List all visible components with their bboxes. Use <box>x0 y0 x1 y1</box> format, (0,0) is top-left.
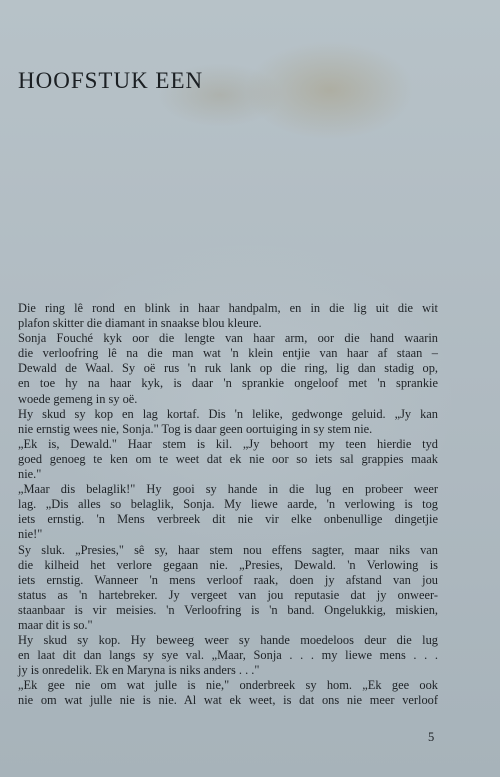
text-line: die kilheid het verlore gegaan nie. „Presies, Dewald. 'n Verlowing is <box>18 557 438 572</box>
text-line: en toe hy na haar kyk, is daar 'n sprankie ongeloof met 'n sprankie <box>18 376 438 391</box>
text-line: Sonja Fouché kyk oor die lengte van haar arm, oor die hand waarin <box>18 331 438 346</box>
text-line: nie!" <box>18 527 43 542</box>
text-line: „Maar dis belaglik!" Hy gooi sy hande in die lug en probeer weer <box>18 482 438 497</box>
chapter-title: HOOFSTUK EEN <box>18 68 204 93</box>
text-line: Hy skud sy kop. Hy beweeg weer sy hande moedeloos deur die lug <box>18 633 438 648</box>
text-line: jy is onredelik. Ek en Maryna is niks anders . . ." <box>18 663 260 678</box>
text-line: „Ek is, Dewald." Haar stem is kil. „Jy behoort my teen hierdie tyd <box>18 436 438 451</box>
text-line: die verloofring lê na die man wat 'n klein entjie van haar af staan – <box>18 346 438 361</box>
text-line: Die ring lê rond en blink in haar handpalm, en in die lig uit die wit <box>18 301 438 315</box>
text-line: iets ernstig. 'n Mens verbreek dit nie vir elke onbenullige dingetjie <box>18 512 438 527</box>
text-line: iets ernstig. Wanneer 'n mens verloof raak, doen jy afstand van jou <box>18 572 438 587</box>
text-line: nie." <box>18 467 42 482</box>
text-line: nie ernstig wees nie, Sonja." Tog is daar geen oortuiging in sy stem nie. <box>18 421 373 436</box>
text-line: Hy skud sy kop en lag kortaf. Dis 'n lelike, gedwonge geluid. „Jy kan <box>18 406 438 421</box>
text-line: en laat dit dan langs sy sye val. „Maar, Sonja . . . my liewe mens . . . <box>18 648 438 663</box>
text-line: nie om wat julle nie is nie. Al wat ek weet, is dat ons nie meer verloof <box>18 693 438 708</box>
body-text <box>18 301 438 709</box>
text-line: staanbaar is vir meisies. 'n Verloofring is 'n band. Ongelukkig, miskien, <box>18 602 438 617</box>
text-line: maar dit is so." <box>18 617 93 632</box>
text-line: goed genoeg te ken om te weet dat ek nie oor so iets sal grappies maak <box>18 451 438 466</box>
text-line: plafon skitter die diamant in snaakse blou kleure. <box>18 316 262 331</box>
text-line: woede gemeng in sy oë. <box>18 391 138 406</box>
text-line: Dewald de Waal. Sy oë rus 'n ruk lank op die ring, lig dan stadig op, <box>18 361 438 376</box>
text-line: „Ek gee nie om wat julle is nie," onderbreek sy hom. „Ek gee ook <box>18 678 438 693</box>
text-line: Sy sluk. „Presies," sê sy, haar stem nou effens sagter, maar niks van <box>18 542 438 557</box>
text-line: lag. „Dis alles so belaglik, Sonja. My liewe aarde, 'n verlowing is tog <box>18 497 438 512</box>
text-line: status as 'n hartebreker. Jy vergeet van jou reputasie dat jy onweer- <box>18 587 438 602</box>
page-number: 5 <box>428 730 435 744</box>
